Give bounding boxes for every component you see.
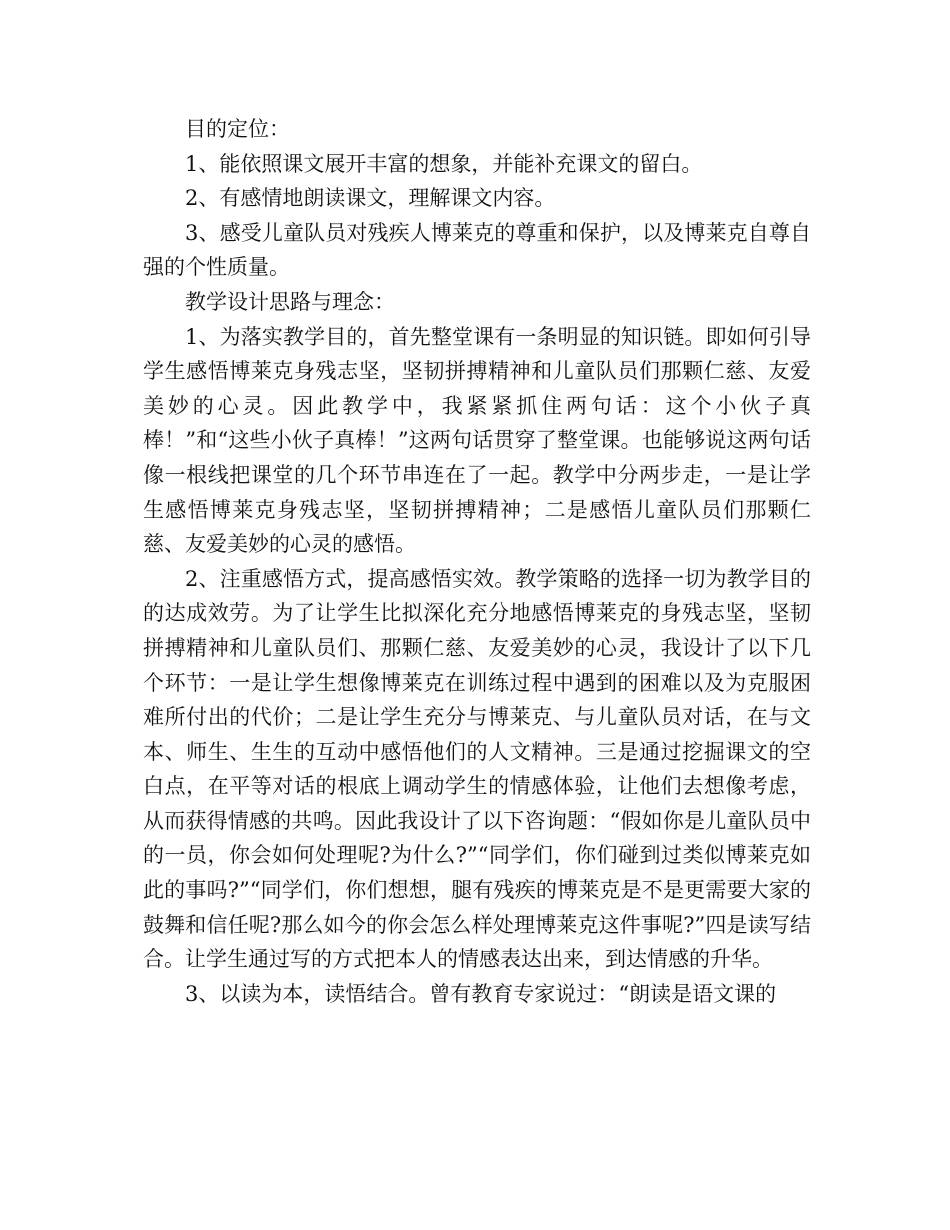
paragraph-design-1: 1、为落实教学目的，首先整堂课有一条明显的知识链。即如何引导学生感悟博莱克身残志坚，坚韧拼搏精神和儿童队员们那颗仁慈、友爱美妙的心灵。因此教学中，我紧紧抓住两句话：这个小伙子真棒！”和“这些小伙子真棒！”这两句话贯穿了整堂课。也能够说这两句话像一根线把课堂的几个环节串连在了一起。教学中分两步走，一是让学生感悟博莱克身残志坚，坚韧拼搏精神；二是感悟儿童队员们那颗仁慈、友爱美妙的心灵的感悟。: [143, 324, 811, 557]
paragraph-design-heading: 教学设计思路与理念：: [185, 289, 395, 314]
paragraph-design-2: 2、注重感悟方式，提高感悟实效。教学策略的选择一切为教学目的的达成效劳。为了让学生比拟深化充分地感悟博莱克的身残志坚，坚韧拼搏精神和儿童队员们、那颗仁慈、友爱美妙的心灵，我设计了以下几个环节：一是让学生想像博莱克在训练过程中遇到的困难以及为克服困难所付出的代价；二是让学生充分与博莱克、与儿童队员对话，在与文本、师生、生生的互动中感悟他们的人文精神。三是通过挖掘课文的空白点，在平等对话的根底上调动学生的情感体验，让他们去想像考虑，从而获得情感的共鸣。因此我设计了以下咨询题：“假如你是儿童队员中的一员，你会如何处理呢?为什么?”“同学们，你们碰到过类似博莱克如此的事吗?”“同学们，你们想想，腿有残疾的博莱克是不是更需要大家的鼓舞和信任呢?那么如今的你会怎么样处理博莱克这件事呢?”四是读写结合。让学生通过写的方式把本人的情感表达出来，到达情感的升华。: [143, 566, 811, 972]
paragraph-goal-2: 2、有感情地朗读课文，理解课文内容。: [185, 186, 556, 211]
paragraph-goal-1: 1、能依照课文展开丰富的想象，并能补充课文的留白。: [185, 151, 703, 176]
document-body: [143, 112, 811, 1011]
paragraph-goal-heading: 目的定位：: [185, 117, 290, 141]
paragraph-goal-3: 3、感受儿童队员对残疾人博莱克的尊重和保护，以及博莱克自尊自强的个性质量。: [143, 220, 811, 280]
paragraph-design-3: 3、以读为本，读悟结合。曾有教育专家说过：“朗读是语文课的: [185, 981, 777, 1006]
